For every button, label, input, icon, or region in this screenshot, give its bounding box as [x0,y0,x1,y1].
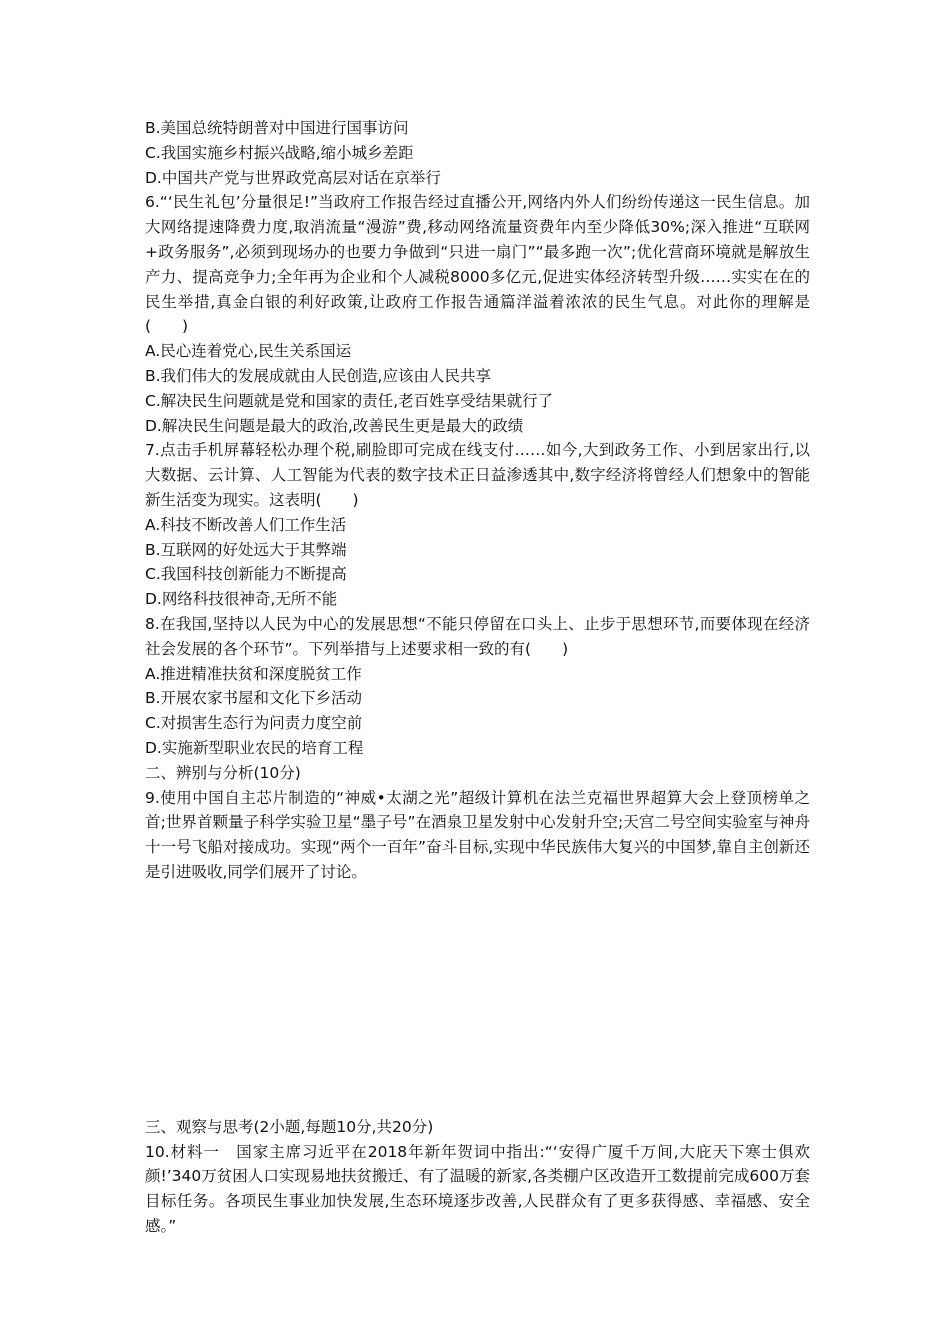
q6-stem: 6.“‘民生礼包’分量很足!”当政府工作报告经过直播公开,网络内外人们纷纷传递这一民生信息。加大网络提速降费力度,取消流量“漫游”费,移动网络流量资费年内至少降低30%;深入推进“互联网+政务服务”,必须到现场办的也要力争做到“只进一扇门”“最多跑一次”;优化营商环境就是解放生产力、提高竞争力;全年再为企业和个人减税8000多亿元,促进实体经济转型升级……实实在在的民生举措,真金白银的利好政策,让政府工作报告通篇洋溢着浓浓的民生气息。对此你的理解是( ) [145,193,810,336]
q7-option-b: B.互联网的好处远大于其弊端 [145,540,347,559]
section-2-title: 二、辨别与分析(10分) [145,763,301,782]
q7-option-d: D.网络科技很神奇,无所不能 [145,590,338,609]
document-content [145,116,810,1239]
q7-stem: 7.点击手机屏幕轻松办理个税,刷脸即可完成在线支付……如今,大到政务工作、小到居家出行,以大数据、云计算、人工智能为代表的数字技术正日益渗透其中,数字经济将曾经人们想象中的智能新生活变为现实。这表明( ) [145,441,810,509]
q5-option-d: D.中国共产党与世界政党高层对话在京举行 [145,168,441,187]
q8-option-a: A.推进精准扶贫和深度脱贫工作 [145,664,362,683]
q8-option-c: C.对损害生态行为问责力度空前 [145,714,363,733]
q8-option-b: B.开展农家书屋和文化下乡活动 [145,689,363,708]
q6-option-d: D.解决民生问题是最大的政治,改善民生更是最大的政绩 [145,416,524,435]
q8-option-d: D.实施新型职业农民的培育工程 [145,738,364,757]
q5-option-c: C.我国实施乡村振兴战略,缩小城乡差距 [145,143,414,162]
q5-option-b: B.美国总统特朗普对中国进行国事访问 [145,119,409,137]
q8-stem: 8.在我国,坚持以人民为中心的发展思想“不能只停留在口头上、止步于思想环节,而要体现在经济社会发展的各个环节”。下列举措与上述要求相一致的有( ) [145,614,810,658]
q7-option-a: A.科技不断改善人们工作生活 [145,515,347,534]
q7-option-c: C.我国科技创新能力不断提高 [145,565,347,584]
q10-stem: 10.材料一 国家主席习近平在2018年新年贺词中指出:“‘安得广厦千万间,大庇天下寒士俱欢颜!’340万贫困人口实现易地扶贫搬迁、有了温暖的新家,各类棚户区改造开工数提前完成600万套目标任务。各项民生事业加快发展,生态环境逐步改善,人民群众有了更多获得感、幸福感、安全感。” [145,1142,810,1235]
q6-option-a: A.民心连着党心,民生关系国运 [145,342,352,361]
q9-stem: 9.使用中国自主芯片制造的“神威•太湖之光”超级计算机在法兰克福世界超算大会上登顶榜单之首;世界首颗量子科学实验卫星“墨子号”在酒泉卫星发射中心发射升空;天宫二号空间实验室与神舟十一号飞船对接成功。实现“两个一百年”奋斗目标,实现中华民族伟大复兴的中国梦,靠自主创新还是引进吸收,同学们展开了讨论。 [145,788,810,881]
q6-option-c: C.解决民生问题就是党和国家的责任,老百姓享受结果就行了 [145,391,554,410]
q6-option-b: B.我们伟大的发展成就由人民创造,应该由人民共享 [145,366,491,385]
section-3-title: 三、观察与思考(2小题,每题10分,共20分) [145,1117,434,1136]
answer-space [145,885,810,1115]
